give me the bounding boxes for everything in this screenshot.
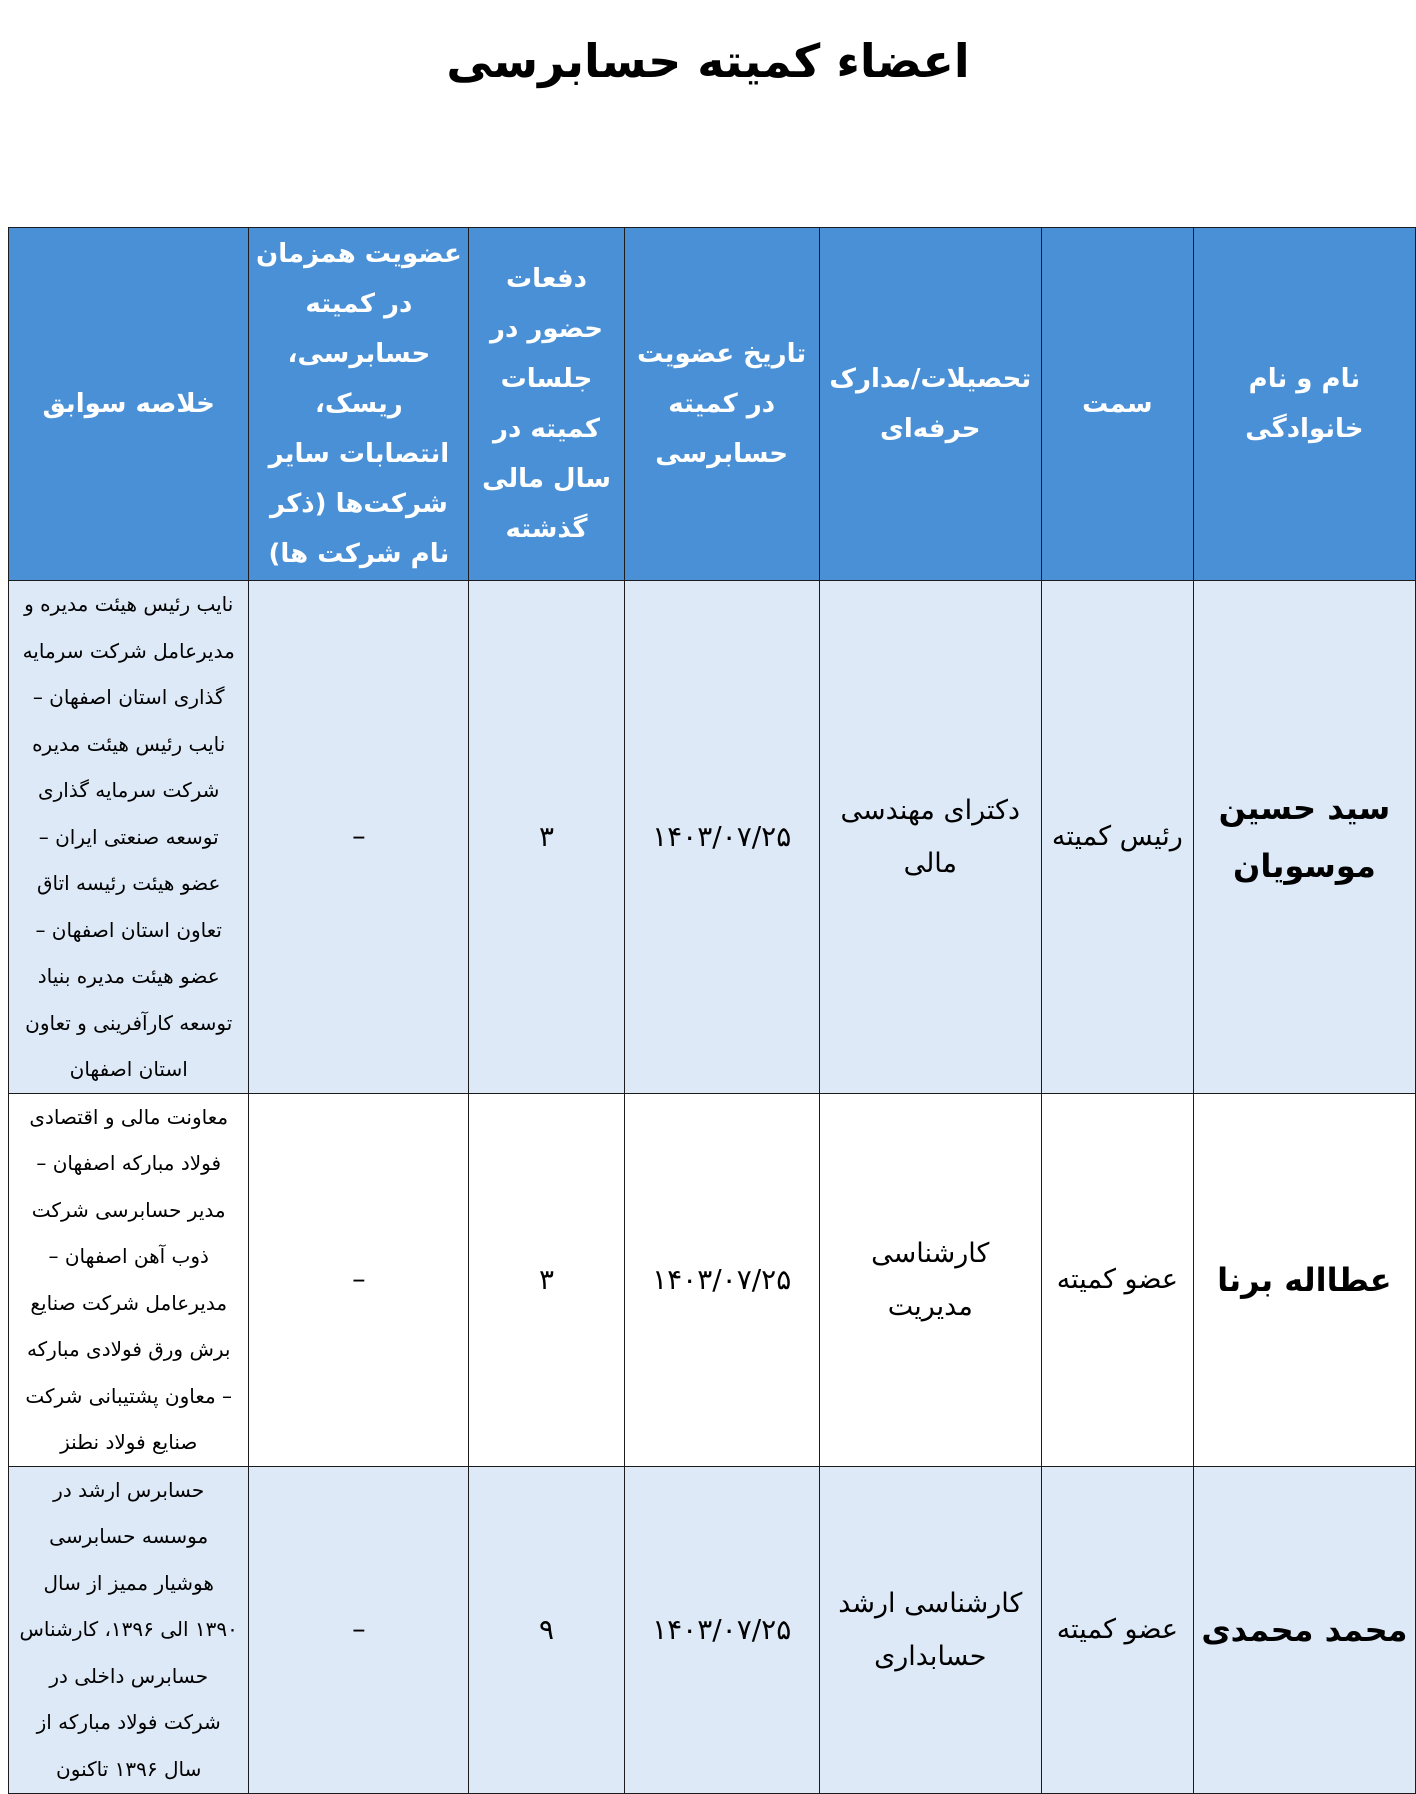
member-position: عضو کمیته — [1041, 1466, 1193, 1793]
table-header-row — [9, 228, 1416, 581]
member-education: کارشناسی مدیریت — [819, 1093, 1041, 1466]
member-education: دکترای مهندسی مالی — [819, 581, 1041, 1094]
member-attendance: ۳ — [469, 1093, 624, 1466]
table-row — [9, 581, 1416, 1094]
member-name: سید حسین موسویان — [1193, 581, 1415, 1094]
member-concurrent-membership: – — [249, 581, 469, 1094]
page-title: اعضاء کمیته حسابرسی — [446, 34, 970, 88]
member-membership-date: ۱۴۰۳/۰۷/۲۵ — [624, 581, 819, 1094]
audit-committee-table — [8, 227, 1416, 1794]
member-background: نایب رئیس هیئت مدیره و مدیرعامل شرکت سرمایه گذاری استان اصفهان – نایب رئیس هیئت مدیره شرکت سرمایه گذاری توسعه صنعتی ایران – عضو هیئت رئیسه اتاق تعاون استان اصفهان – عضو هیئت مدیره بنیاد توسعه کارآفرینی و تعاون استان اصفهان — [9, 581, 249, 1094]
header-background: خلاصه سوابق — [9, 228, 249, 581]
member-concurrent-membership: – — [249, 1093, 469, 1466]
member-name: عطااله برنا — [1193, 1093, 1415, 1466]
member-attendance: ۳ — [469, 581, 624, 1094]
member-position: رئیس کمیته — [1041, 581, 1193, 1094]
header-concurrent-membership: عضویت همزمان در کمیته حسابرسی، ریسک، انتصابات سایر شرکت‌ها (ذکر نام شرکت ها) — [249, 228, 469, 581]
member-membership-date: ۱۴۰۳/۰۷/۲۵ — [624, 1093, 819, 1466]
member-background: معاونت مالی و اقتصادی فولاد مبارکه اصفهان – مدیر حسابرسی شرکت ذوب آهن اصفهان – مدیرعامل شرکت صنایع برش ورق فولادی مبارکه – معاون پشتیبانی شرکت صنایع فولاد نطنز — [9, 1093, 249, 1466]
header-membership-date: تاریخ عضویت در کمیته حسابرسی — [624, 228, 819, 581]
member-position: عضو کمیته — [1041, 1093, 1193, 1466]
member-concurrent-membership: – — [249, 1466, 469, 1793]
member-membership-date: ۱۴۰۳/۰۷/۲۵ — [624, 1466, 819, 1793]
header-attendance: دفعات حضور در جلسات کمیته در سال مالی گذشته — [469, 228, 624, 581]
table-row — [9, 1093, 1416, 1466]
member-attendance: ۹ — [469, 1466, 624, 1793]
member-education: کارشناسی ارشد حسابداری — [819, 1466, 1041, 1793]
table-row — [9, 1466, 1416, 1793]
header-position: سمت — [1041, 228, 1193, 581]
member-name: محمد محمدی — [1193, 1466, 1415, 1793]
member-background: حسابرس ارشد در موسسه حسابرسی هوشیار ممیز از سال ۱۳۹۰ الی ۱۳۹۶، کارشناس حسابرس داخلی در شرکت فولاد مبارکه از سال ۱۳۹۶ تاکنون — [9, 1466, 249, 1793]
header-name: نام و نام خانوادگی — [1193, 228, 1415, 581]
header-education: تحصیلات/مدارک حرفه‌ای — [819, 228, 1041, 581]
